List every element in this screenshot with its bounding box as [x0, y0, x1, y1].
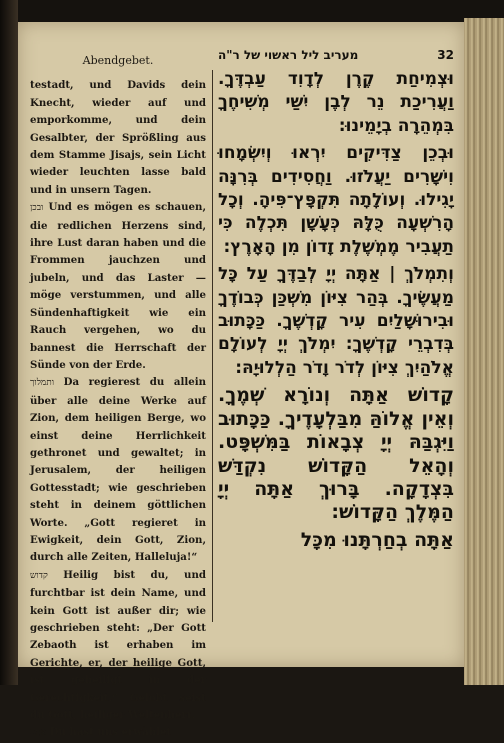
- hebrew-header-row: [218, 48, 454, 62]
- hebrew-column: [218, 48, 454, 556]
- hebrew-paragraph: וּצְמִיחַת קֶרֶן לְדָוִד עַבְדֶּךָ. וַעֲרִיכַת נֵר לְבֶן יִשַׁי מְשִׁיחֶךָ בִּמְהֵרָה בְיָמֵינוּ:: [218, 69, 454, 136]
- hebrew-catchword: קדוש: [30, 570, 48, 581]
- german-paragraph-text: Und es mögen es schauen, die redlichen Herzens sind, ihre Lust daran haben und die Frommen jauchzen und jubeln, und das Laster — möge verstummen, und alle Sündenhaftigkeit wie ein Rauch vergehen, wo du bannest die Herrschaft der Sünde von der Erde.: [30, 201, 206, 371]
- hebrew-paragraph: וּבְכֵן צַדִּיקִים יִרְאוּ וְיִשְׂמָחוּ וִישָׁרִים יַעֲלֹזוּ. וַחֲסִידִים בְּרִנָּה יָגִילוּ. וְעוֹלָתָה תִּקְפָּץ־פִּיהָ. וְכָל הָרִשְׁעָה כֻּלָּהּ כְּעָשָׁן תִּכְלֶה כִּי תַעֲבִיר מֶמְשֶׁלֶת זָדוֹן מִן הָאָרֶץ:: [218, 143, 454, 257]
- hebrew-catchword: אתה: [30, 728, 47, 739]
- book-binding-edge: [0, 0, 18, 685]
- german-header: Abendgebet.: [82, 54, 154, 67]
- hebrew-paragraph: קָדוֹשׁ אַתָּה וְנוֹרָא שְׁמֶךָ. וְאֵין אֱלוֹהַּ מִבַּלְעָדֶיךָ. כַּכָּתוּב וַיִּגְבַּהּ יְיָ צְבָאוֹת בַּמִּשְׁפָּט. וְהָאֵל הַקָּדוֹשׁ נִקְדַּשׁ בִּצְדָקָה. בָּרוּךְ אַתָּה יְיָ הַמֶּלֶךְ הַקָּדוֹשׁ:: [218, 384, 454, 524]
- german-paragraph-text: Heilig bist du, und furchtbar ist dein Name, und kein Gott ist außer dir; wie geschrieben steht: „Der Gott Zebaoth ist erhaben im Gerichte, er, der heilige Gott, ist geheiligt in der Gerechtigkeit.“ Gelobt seist du Gott, heiliger Weltenherr.: [30, 568, 206, 722]
- german-paragraph: [30, 199, 206, 374]
- german-paragraph-text: Du hast uns erwählet: [49, 726, 172, 739]
- page-stack-edge: [464, 18, 504, 685]
- german-column: [30, 52, 206, 743]
- german-paragraph-text: Da regierest du allein über alle deine Werke auf Zion, dem heiligen Berge, wo einst deine Herrlichkeit gethronet und gewaltet; in Jerusalem, der heiligen Gottesstadt; wie geschrieben steht in deinem göttlichen Worte. „Gott regieret in Ewigkeit, dein Gott, Zion, durch alle Zeiten, Halleluja!“: [30, 376, 206, 564]
- hebrew-catchword: ותמלוך: [30, 378, 55, 389]
- german-paragraph-text: testadt, und Davids dein Knecht, wieder auf und emporkomme, und dein Gesalbter, der Sprößling aus dem Stamme Jisajs, sein Licht wieder leuchten lasse bald und in unsern Tagen.: [30, 79, 206, 196]
- hebrew-paragraph: אַתָּה בְחַרְתָּנוּ מִכָּל: [300, 528, 454, 551]
- hebrew-catchword: ובכן: [30, 203, 44, 214]
- german-paragraph: [30, 567, 206, 725]
- page-number: 32: [437, 48, 454, 62]
- column-divider: [212, 70, 213, 622]
- hebrew-paragraph: וְתִמְלֹךְ | אַתָּה יְיָ לְבַדֶּךָ עַל כָּל מַעֲשֶׂיךָ. בְּהַר צִיּוֹן מִשְׁכַּן כְּבוֹדֶךָ וּבִירוּשָׁלַיִם עִיר קָדְשֶׁךָ. כַּכָּתוּב בְּדִבְרֵי קָדְשֶׁךָ: יִמְלֹךְ יְיָ לְעוֹלָם אֱלֹהַיִךְ צִיּוֹן לְדֹר וָדֹר הַלְלוּיָהּ:: [218, 264, 454, 378]
- background-top: [0, 0, 504, 22]
- german-paragraph: [30, 724, 206, 742]
- german-paragraph: [30, 77, 206, 199]
- hebrew-running-title: מעריב ליל ראשוי של ר"ה: [218, 48, 359, 62]
- german-paragraph: [30, 374, 206, 566]
